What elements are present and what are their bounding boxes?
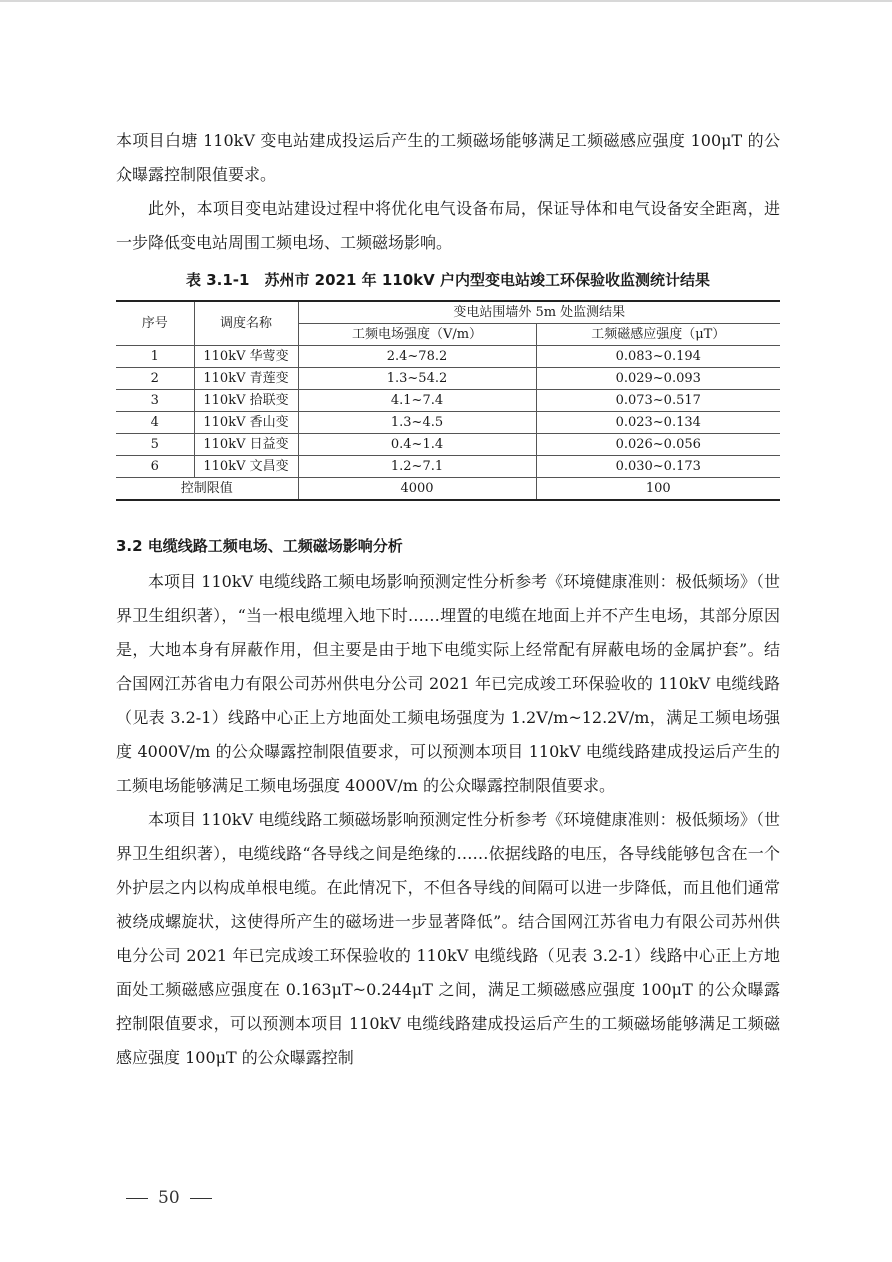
footer-dash-left [126, 1198, 148, 1199]
cell-index: 5 [116, 434, 194, 456]
paragraph-4: 本项目 110kV 电缆线路工频磁场影响预测定性分析参考《环境健康准则：极低频场》（世界卫生组织著），电缆线路“各导线之间是绝缘的……依据线路的电压，各导线能够包含在一个外护层之内以构成单根电缆。在此情况下，不但各导线的间隔可以进一步降低，而且他们通常被绕成螺旋状，这使得所产生的磁场进一步显著降低”。结合国网江苏省电力有限公司苏州供电分公司 2021 年已完成竣工环保验收的 110kV 电缆线路（见表 3.2-1）线路中心正上方地面处工频磁感应强度在 0.163μT~0.244μT 之间，满足工频磁感应强度 100μT 的公众曝露控制限值要求，可以预测本项目 110kV 电缆线路建成投运后产生的工频磁场能够满足工频磁感应强度 100μT 的公众曝露控制 [116, 810, 780, 1067]
table-row [116, 346, 780, 368]
header-bfield: 工频磁感应强度（μT） [536, 324, 780, 346]
table-row [116, 368, 780, 390]
cell-name: 110kV 香山变 [194, 412, 298, 434]
cell-name: 110kV 拾联变 [194, 390, 298, 412]
cell-name: 110kV 文昌变 [194, 456, 298, 478]
cell-name: 110kV 青莲变 [194, 368, 298, 390]
cell-efield: 1.3~4.5 [298, 412, 536, 434]
page-number: 50 [158, 1188, 180, 1208]
header-group: 变电站围墙外 5m 处监测结果 [298, 301, 780, 324]
table-row [116, 456, 780, 478]
table-row-limit [116, 478, 780, 501]
cell-bfield: 0.083~0.194 [536, 346, 780, 368]
cell-efield: 1.2~7.1 [298, 456, 536, 478]
cell-bfield: 0.030~0.173 [536, 456, 780, 478]
top-rule [0, 0, 892, 2]
cell-index: 4 [116, 412, 194, 434]
cell-efield: 4.1~7.4 [298, 390, 536, 412]
table-row [116, 390, 780, 412]
cell-name: 110kV 华莺变 [194, 346, 298, 368]
cell-efield: 2.4~78.2 [298, 346, 536, 368]
cell-index: 6 [116, 456, 194, 478]
cell-index: 1 [116, 346, 194, 368]
cell-bfield: 0.026~0.056 [536, 434, 780, 456]
cell-bfield: 0.023~0.134 [536, 412, 780, 434]
cell-limit-label: 控制限值 [116, 478, 298, 501]
header-name: 调度名称 [194, 301, 298, 346]
cell-index: 2 [116, 368, 194, 390]
page-content [116, 124, 780, 1075]
header-efield: 工频电场强度（V/m） [298, 324, 536, 346]
cell-bfield: 0.073~0.517 [536, 390, 780, 412]
paragraph-3: 本项目 110kV 电缆线路工频电场影响预测定性分析参考《环境健康准则：极低频场》（世界卫生组织著），“当一根电缆埋入地下时……埋置的电缆在地面上并不产生电场，其部分原因是，大地本身有屏蔽作用，但主要是由于地下电缆实际上经常配有屏蔽电场的金属护套”。结合国网江苏省电力有限公司苏州供电分公司 2021 年已完成竣工环保验收的 110kV 电缆线路（见表 3.2-1）线路中心正上方地面处工频电场强度为 1.2V/m~12.2V/m，满足工频电场强度 4000V/m 的公众曝露控制限值要求，可以预测本项目 110kV 电缆线路建成投运后产生的工频电场能够满足工频电场强度 4000V/m 的公众曝露控制限值要求。 [116, 572, 780, 795]
table-row [116, 412, 780, 434]
header-index: 序号 [116, 301, 194, 346]
section-heading: 3.2 电缆线路工频电场、工频磁场影响分析 [116, 537, 403, 555]
page-footer [116, 1184, 222, 1212]
cell-name: 110kV 日益变 [194, 434, 298, 456]
cell-index: 3 [116, 390, 194, 412]
cell-limit-bfield: 100 [536, 478, 780, 501]
cell-efield: 0.4~1.4 [298, 434, 536, 456]
table-caption: 表 3.1-1 苏州市 2021 年 110kV 户内型变电站竣工环保验收监测统计结果 [186, 271, 710, 289]
table-row [116, 434, 780, 456]
paragraph-2: 此外，本项目变电站建设过程中将优化电气设备布局，保证导体和电气设备安全距离，进一步降低变电站周围工频电场、工频磁场影响。 [116, 199, 780, 252]
cell-bfield: 0.029~0.093 [536, 368, 780, 390]
cell-limit-efield: 4000 [298, 478, 536, 501]
monitoring-table [116, 300, 780, 501]
footer-dash-right [190, 1198, 212, 1199]
cell-efield: 1.3~54.2 [298, 368, 536, 390]
paragraph-1: 本项目白塘 110kV 变电站建成投运后产生的工频磁场能够满足工频磁感应强度 100μT 的公众曝露控制限值要求。 [116, 131, 780, 184]
